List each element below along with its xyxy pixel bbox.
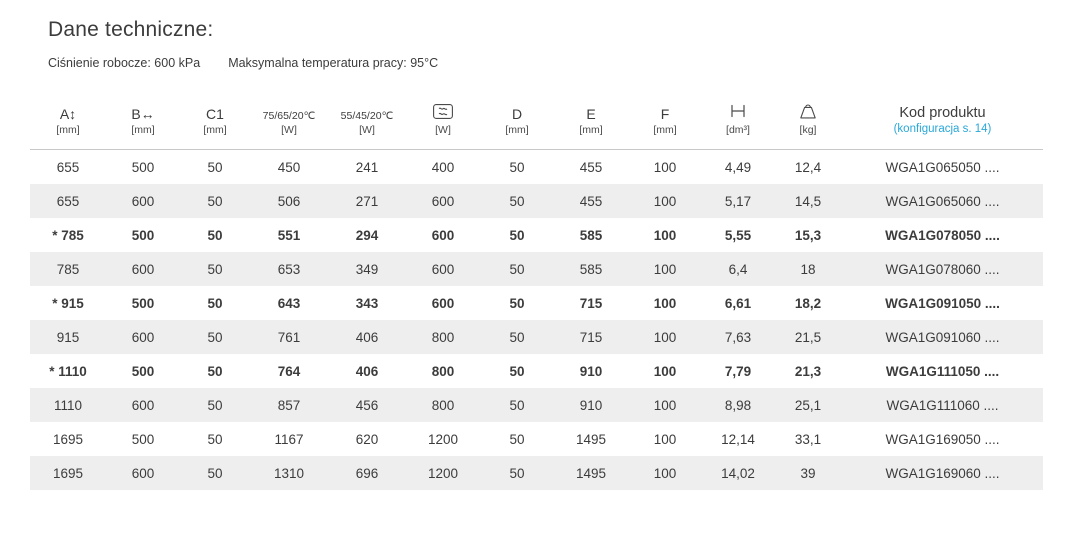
cell-f: 100 (628, 252, 702, 286)
cell-a: * 785 (52, 227, 84, 243)
col-product-label: Kod produktu (899, 105, 986, 121)
page-title: Dane techniczne: (48, 18, 214, 41)
cell-a: 785 (30, 252, 106, 286)
cell-volume: 14,02 (702, 456, 774, 490)
col-header-f (628, 104, 702, 150)
cell-b: 600 (106, 320, 180, 354)
cell-d: 50 (509, 159, 525, 175)
cell-power2: 349 (328, 252, 406, 286)
col-electric-unit: [W] (435, 124, 451, 136)
cell-weight: 18,2 (794, 295, 822, 311)
cell-e: 715 (554, 320, 628, 354)
cell-c1: 50 (207, 159, 223, 175)
col-f-unit: [mm] (653, 124, 677, 136)
table-row (30, 218, 1043, 252)
cell-electric: 1200 (406, 456, 480, 490)
cell-b: 600 (106, 456, 180, 490)
cell-volume: 4,49 (724, 159, 752, 175)
cell-volume: 5,55 (724, 227, 752, 243)
cell-power2: 696 (328, 456, 406, 490)
cell-product-code: WGA1G169050 .... (885, 431, 1000, 447)
cell-f: 100 (653, 159, 677, 175)
cell-a: 1695 (30, 456, 106, 490)
cell-f: 100 (653, 227, 677, 243)
table-header (30, 104, 1043, 150)
col-e-label: E (586, 106, 596, 122)
cell-f: 100 (653, 295, 677, 311)
cell-b: 500 (131, 295, 155, 311)
col-header-product-code (842, 104, 1043, 150)
cell-e: 715 (579, 295, 603, 311)
cell-power2: 294 (355, 227, 379, 243)
cell-weight: 12,4 (794, 159, 822, 175)
cell-d: 50 (509, 295, 525, 311)
cell-power1: 653 (250, 252, 328, 286)
col-header-e (554, 104, 628, 150)
cell-weight: 18 (774, 252, 842, 286)
cell-power2: 343 (355, 295, 379, 311)
col-b-label: B (131, 106, 141, 122)
cell-power1: 551 (277, 227, 301, 243)
cell-weight: 21,5 (774, 320, 842, 354)
col-c1-label: C1 (206, 106, 224, 122)
table-row (30, 252, 1043, 286)
cell-power2: 406 (328, 320, 406, 354)
cell-power1: 761 (250, 320, 328, 354)
cell-c1: 50 (207, 431, 223, 447)
cell-a: 915 (30, 320, 106, 354)
col-a-unit: [mm] (56, 124, 80, 136)
cell-power1: 857 (250, 388, 328, 422)
arrow-vertical-icon: ↕ (69, 106, 77, 122)
cell-weight: 39 (774, 456, 842, 490)
cell-e: 1495 (575, 431, 607, 447)
cell-electric: 800 (406, 388, 480, 422)
col-header-d (480, 104, 554, 150)
cell-electric: 600 (406, 184, 480, 218)
cell-power1: 1310 (250, 456, 328, 490)
cell-power2: 271 (328, 184, 406, 218)
cell-product-code: WGA1G111060 .... (842, 388, 1043, 422)
cell-volume: 6,4 (702, 252, 774, 286)
cell-a: * 1110 (49, 363, 87, 379)
cell-b: 500 (131, 159, 155, 175)
col-header-power-75-65-20 (250, 104, 328, 150)
col-c1-unit: [mm] (203, 124, 227, 136)
cell-b: 500 (131, 363, 155, 379)
cell-c1: 50 (180, 388, 250, 422)
cell-c1: 50 (180, 456, 250, 490)
cell-weight: 21,3 (794, 363, 822, 379)
cell-a: * 915 (52, 295, 84, 311)
cell-c1: 50 (207, 227, 223, 243)
col-header-weight (774, 104, 842, 150)
cell-product-code: WGA1G078060 .... (842, 252, 1043, 286)
col-volume-unit: [dm³] (726, 124, 750, 136)
cell-volume: 7,63 (702, 320, 774, 354)
cell-weight: 25,1 (774, 388, 842, 422)
cell-electric: 800 (406, 320, 480, 354)
cell-power2: 456 (328, 388, 406, 422)
cell-a: 1110 (30, 388, 106, 422)
cell-volume: 8,98 (702, 388, 774, 422)
cell-power1: 506 (250, 184, 328, 218)
specifications-table (30, 104, 1043, 490)
cell-power2: 241 (355, 159, 379, 175)
cell-power1: 764 (277, 363, 301, 379)
col-header-electric-power (406, 104, 480, 150)
cell-electric: 600 (431, 227, 455, 243)
col-b-unit: [mm] (131, 124, 155, 136)
cell-power1: 643 (277, 295, 301, 311)
cell-electric: 800 (431, 363, 455, 379)
cell-volume: 6,61 (724, 295, 752, 311)
cell-d: 50 (509, 431, 525, 447)
col-d-unit: [mm] (505, 124, 529, 136)
cell-electric: 400 (431, 159, 455, 175)
col-power1-label: 75/65/20℃ (262, 110, 316, 122)
operating-pressure: Ciśnienie robocze: 600 kPa (48, 56, 201, 70)
cell-f: 100 (628, 456, 702, 490)
table-row (30, 456, 1043, 490)
table-row (30, 184, 1043, 218)
cell-f: 100 (653, 363, 677, 379)
cell-b: 600 (106, 184, 180, 218)
cell-volume: 12,14 (721, 431, 755, 447)
cell-power1: 450 (277, 159, 301, 175)
cell-f: 100 (628, 388, 702, 422)
cell-c1: 50 (180, 184, 250, 218)
table-row (30, 286, 1043, 320)
cell-e: 1495 (554, 456, 628, 490)
table-row (30, 354, 1043, 388)
cell-d: 50 (480, 388, 554, 422)
cell-product-code: WGA1G065060 .... (842, 184, 1043, 218)
cell-f: 100 (628, 320, 702, 354)
cell-c1: 50 (207, 363, 223, 379)
cell-e: 455 (579, 159, 603, 175)
cell-power2: 620 (355, 431, 379, 447)
cell-d: 50 (480, 252, 554, 286)
cell-a: 655 (56, 159, 80, 175)
col-f-label: F (660, 106, 670, 122)
operating-conditions (30, 42, 1043, 70)
cell-product-code: WGA1G111050 .... (885, 363, 1000, 379)
table-row (30, 150, 1043, 185)
header-row (30, 104, 1043, 150)
cell-product-code: WGA1G078050 .... (885, 227, 1000, 243)
cell-c1: 50 (180, 252, 250, 286)
col-e-unit: [mm] (579, 124, 603, 136)
configuration-link[interactable]: (konfiguracja s. 14) (893, 123, 992, 135)
cell-power1: 1167 (274, 431, 304, 447)
cell-weight: 15,3 (794, 227, 822, 243)
cell-product-code: WGA1G091050 .... (885, 295, 1000, 311)
col-header-power-55-45-20 (328, 104, 406, 150)
cell-volume: 7,79 (724, 363, 752, 379)
weight-icon (798, 104, 818, 119)
col-a-label: A (59, 106, 70, 122)
col-header-volume (702, 104, 774, 150)
cell-d: 50 (509, 363, 525, 379)
col-d-label: D (511, 106, 523, 122)
col-header-a (30, 104, 106, 150)
cell-b: 600 (106, 252, 180, 286)
heater-icon (433, 104, 453, 119)
col-power2-label: 55/45/20℃ (340, 110, 394, 122)
cell-weight: 14,5 (774, 184, 842, 218)
table-row (30, 422, 1043, 456)
cell-c1: 50 (180, 320, 250, 354)
col-header-b (106, 104, 180, 150)
cell-b: 500 (131, 227, 155, 243)
cell-product-code: WGA1G169060 .... (842, 456, 1043, 490)
volume-icon (729, 104, 747, 119)
table-body (30, 150, 1043, 491)
cell-a: 655 (30, 184, 106, 218)
cell-product-code: WGA1G065050 .... (885, 159, 1000, 175)
cell-d: 50 (480, 456, 554, 490)
cell-e: 585 (554, 252, 628, 286)
col-header-c1 (180, 104, 250, 150)
cell-e: 455 (554, 184, 628, 218)
cell-volume: 5,17 (702, 184, 774, 218)
cell-d: 50 (480, 320, 554, 354)
cell-e: 910 (579, 363, 603, 379)
cell-d: 50 (509, 227, 525, 243)
cell-electric: 600 (406, 252, 480, 286)
cell-f: 100 (628, 184, 702, 218)
cell-electric: 600 (431, 295, 455, 311)
table-row (30, 388, 1043, 422)
cell-power2: 406 (355, 363, 379, 379)
table-row (30, 320, 1043, 354)
cell-c1: 50 (207, 295, 223, 311)
cell-a: 1695 (52, 431, 84, 447)
cell-b: 500 (131, 431, 155, 447)
cell-product-code: WGA1G091060 .... (842, 320, 1043, 354)
arrow-horizontal-icon: ↔ (140, 106, 155, 122)
cell-d: 50 (480, 184, 554, 218)
cell-electric: 1200 (427, 431, 459, 447)
cell-e: 585 (579, 227, 603, 243)
col-power2-unit: [W] (359, 124, 375, 136)
cell-weight: 33,1 (794, 431, 822, 447)
cell-f: 100 (653, 431, 677, 447)
max-operating-temperature: Maksymalna temperatura pracy: 95°C (228, 56, 439, 70)
col-power1-unit: [W] (281, 124, 297, 136)
cell-b: 600 (106, 388, 180, 422)
col-weight-unit: [kg] (799, 124, 817, 136)
cell-e: 910 (554, 388, 628, 422)
